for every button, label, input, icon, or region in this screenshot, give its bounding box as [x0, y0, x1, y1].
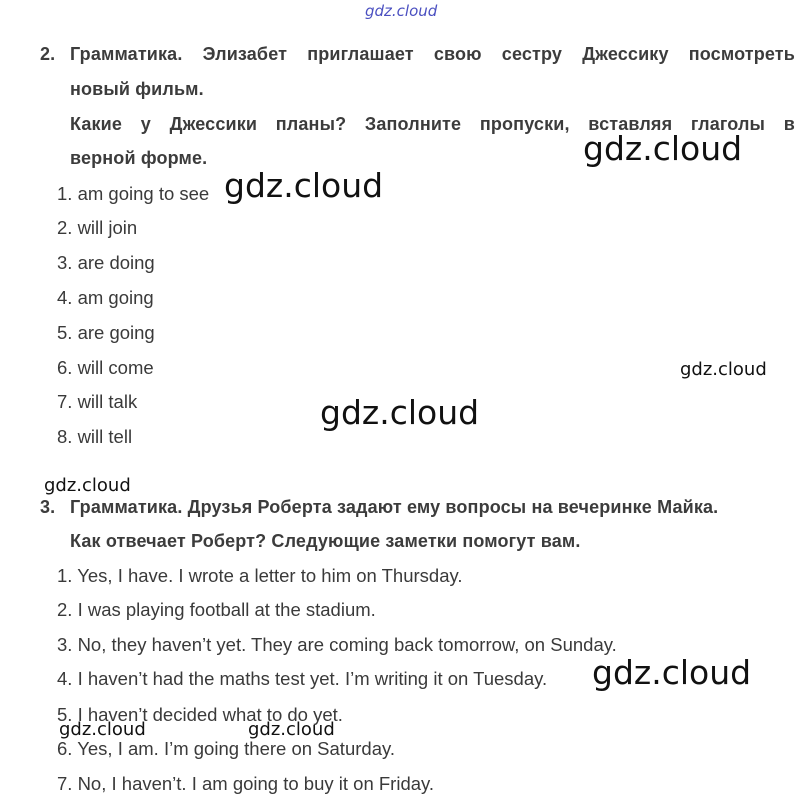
task-2-answer-7: 7. will talk — [57, 391, 138, 412]
task-2-answer-6: 6. will come — [57, 357, 154, 378]
task-2-answer-5: 5. are going — [57, 322, 155, 343]
watermark: gdz.cloud — [320, 393, 480, 432]
task-2-answer-3: 3. are doing — [57, 252, 155, 273]
task-3-answer-3: 3. No, they haven’t yet. They are coming back tomorrow, on Sunday. — [57, 634, 617, 655]
watermark: gdz.cloud — [583, 129, 743, 168]
task-2-instruction-line-1: Какие у Джессики планы? Заполните пропуски, вставляя глаголы в — [70, 114, 795, 134]
watermark: gdz.cloud — [44, 475, 131, 496]
task-3-answer-2: 2. I was playing football at the stadium. — [57, 599, 376, 620]
task-3-answer-6: 6. Yes, I am. I’m going there on Saturday. — [57, 738, 395, 759]
watermark: gdz.cloud — [592, 653, 752, 692]
task-3-answer-7: 7. No, I haven’t. I am going to buy it on Friday. — [57, 773, 435, 794]
watermark: gdz.cloud — [59, 719, 146, 740]
task-3-answer-4: 4. I haven’t had the maths test yet. I’m writing it on Tuesday. — [57, 668, 548, 689]
task-3-heading-line-1: Грамматика. Друзья Роберта задают ему вопросы на вечеринке Майка. — [70, 497, 719, 517]
task-3-heading-line-2: Как отвечает Роберт? Следующие заметки помогут вам. — [70, 531, 581, 551]
watermark: gdz.cloud — [224, 166, 384, 205]
task-3-answer-5: 5. I haven’t decided what to do yet. — [57, 704, 343, 725]
task-2-answer-8: 8. will tell — [57, 426, 133, 447]
watermark: gdz.cloud — [680, 359, 767, 380]
watermark: gdz.cloud — [248, 719, 335, 740]
task-2-answer-2: 2. will join — [57, 217, 138, 238]
task-3-number: 3. — [40, 497, 56, 517]
task-2-heading-line-1: Грамматика. Элизабет приглашает свою сестру Джессику посмотреть — [70, 44, 795, 64]
task-3-answer-1: 1. Yes, I have. I wrote a letter to him on Thursday. — [57, 565, 463, 586]
task-2-number: 2. — [40, 44, 56, 64]
task-2-heading-line-2: новый фильм. — [70, 79, 204, 99]
task-2-instruction-line-2: верной форме. — [70, 148, 208, 168]
task-2-answer-1: 1. am going to see — [57, 183, 210, 204]
watermark-top: gdz.cloud — [365, 2, 438, 20]
task-2-answer-4: 4. am going — [57, 287, 154, 308]
